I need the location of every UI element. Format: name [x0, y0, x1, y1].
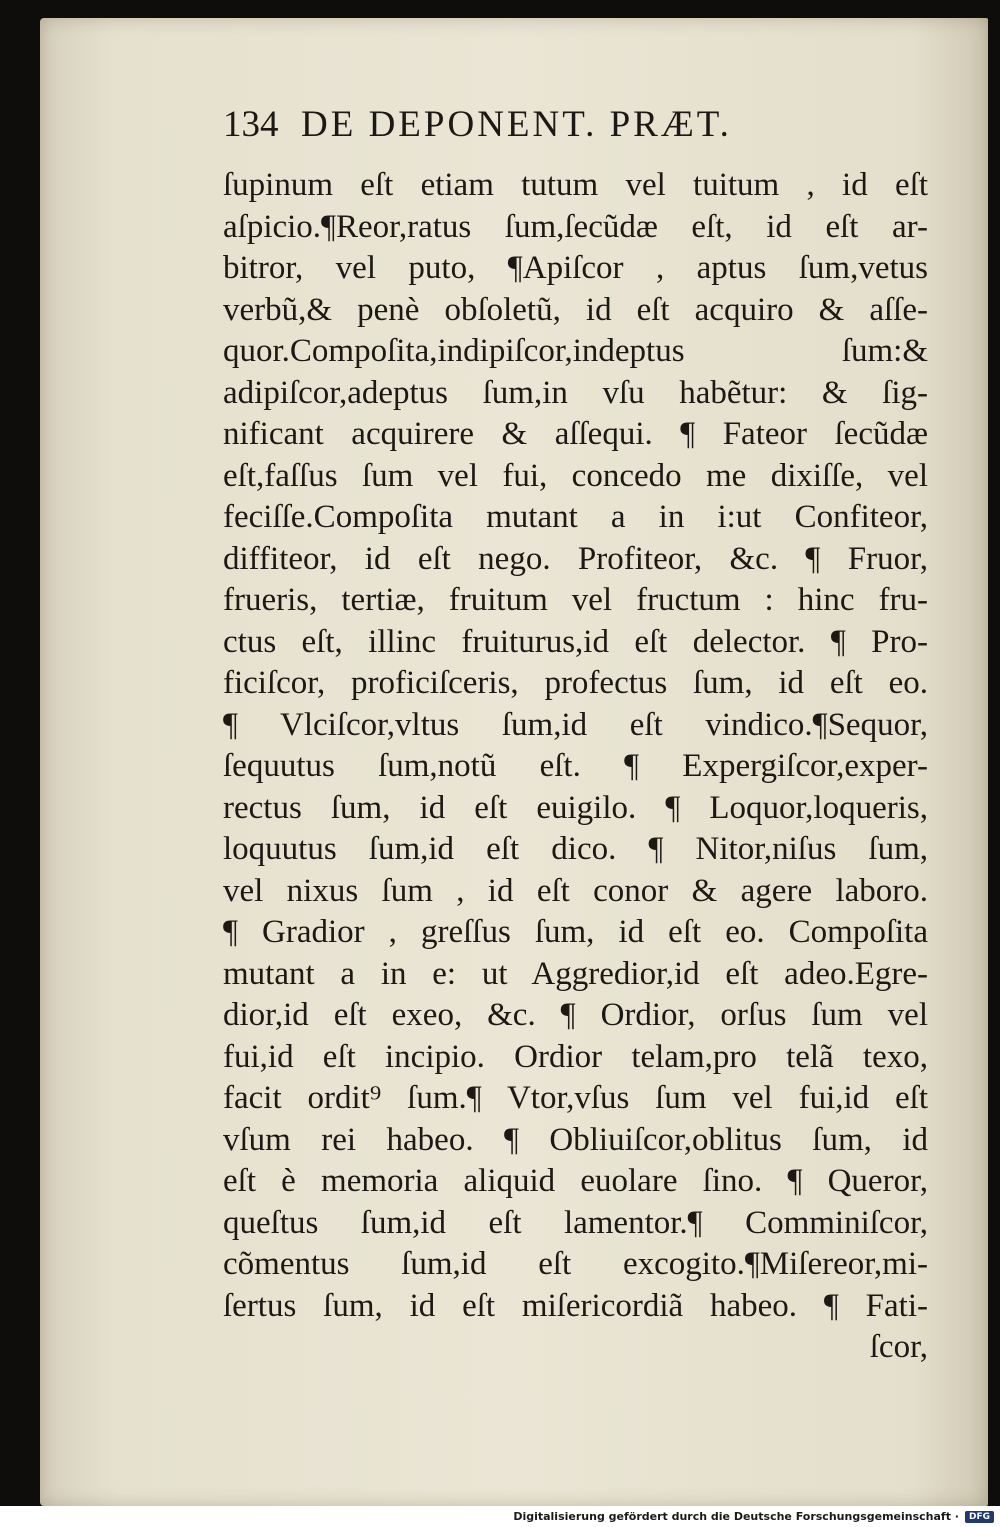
text-line: dior,id eſt exeo, &c. ¶ Ordior, orſus ſum vel	[223, 997, 928, 1033]
text-line: vel nixus ſum , id eſt conor & agere laboro.	[223, 872, 928, 909]
text-line: facit ordit⁹ ſum.¶ Vtor,vſus ſum vel fui,id eſt	[223, 1080, 928, 1116]
text-line: adipiſcor,adeptus ſum,in vſu habẽtur: & ſig-	[223, 374, 928, 411]
text-line: ſupinum eſt etiam tutum vel tuitum , id eſt	[223, 167, 928, 203]
page-header	[223, 103, 983, 165]
digitization-footer	[0, 1506, 1000, 1527]
text-line: ¶ Gradior , greſſus ſum, id eſt eo. Compoſita	[223, 914, 928, 950]
text-line: aſpicio.¶Reor,ratus ſum,ſecũdæ eſt, id eſt ar-	[223, 208, 928, 245]
text-line: feciſſe.Compoſita mutant a in i:ut Confiteor,	[223, 499, 928, 535]
text-line: rectus ſum, id eſt euigilo. ¶ Loquor,loqueris,	[223, 789, 928, 826]
page-number: 134	[223, 104, 279, 145]
text-line: ctus eſt, illinc fruiturus,id eſt delector. ¶ Pro-	[223, 623, 928, 660]
text-line: vſum rei habeo. ¶ Obliuiſcor,oblitus ſum, id	[223, 1121, 928, 1158]
text-line: mutant a in e: ut Aggredior,id eſt adeo.Egre-	[223, 955, 928, 992]
text-line: eſt è memoria aliquid euolare ſino. ¶ Queror,	[223, 1163, 928, 1199]
text-line: verbũ,& penè obſoletũ, id eſt acquiro & aſſe-	[223, 291, 928, 328]
text-line: ficiſcor, proficiſceris, profectus ſum, id eſt eo.	[223, 665, 928, 701]
text-block	[223, 103, 983, 1369]
text-line: frueris, tertiæ, fruitum vel fructum : hinc fru-	[223, 582, 928, 618]
book-page	[40, 18, 988, 1506]
text-line: ¶ Vlciſcor,vltus ſum,id eſt vindico.¶Sequor,	[223, 706, 928, 743]
text-line: eſt,faſſus ſum vel fui, concedo me dixiſſe, vel	[223, 457, 928, 494]
text-line: cõmentus ſum,id eſt excogito.¶Miſereor,mi-	[223, 1246, 928, 1282]
dfg-logo-icon: DFG	[965, 1511, 994, 1523]
funding-credit: Digitalisierung gefördert durch die Deutsche Forschungsgemeinschaft ·	[513, 1510, 959, 1523]
text-line: ſequutus ſum,notũ eſt. ¶ Expergiſcor,exper-	[223, 748, 928, 784]
text-line: diffiteor, id eſt nego. Profiteor, &c. ¶ Fruor,	[223, 540, 928, 577]
catchword-line: ſcor,	[869, 1329, 928, 1365]
text-line: queſtus ſum,id eſt lamentor.¶ Comminiſcor,	[223, 1204, 928, 1241]
text-line: loquutus ſum,id eſt dico. ¶ Nitor,niſus ſum,	[223, 831, 928, 867]
text-line: fui,id eſt incipio. Ordior telam,pro telã texo,	[223, 1038, 928, 1075]
running-title: DE DEPONENT. PRÆT.	[301, 104, 732, 145]
text-line: ſertus ſum, id eſt miſericordiã habeo. ¶ Fati-	[223, 1287, 928, 1324]
text-line: bitror, vel puto, ¶Apiſcor , aptus ſum,vetus	[223, 250, 928, 286]
text-line: nificant acquirere & aſſequi. ¶ Fateor ſecũdæ	[223, 416, 928, 452]
text-line: quor.Compoſita,indipiſcor,indeptus ſum:&	[223, 333, 928, 369]
body-text	[223, 165, 983, 1369]
